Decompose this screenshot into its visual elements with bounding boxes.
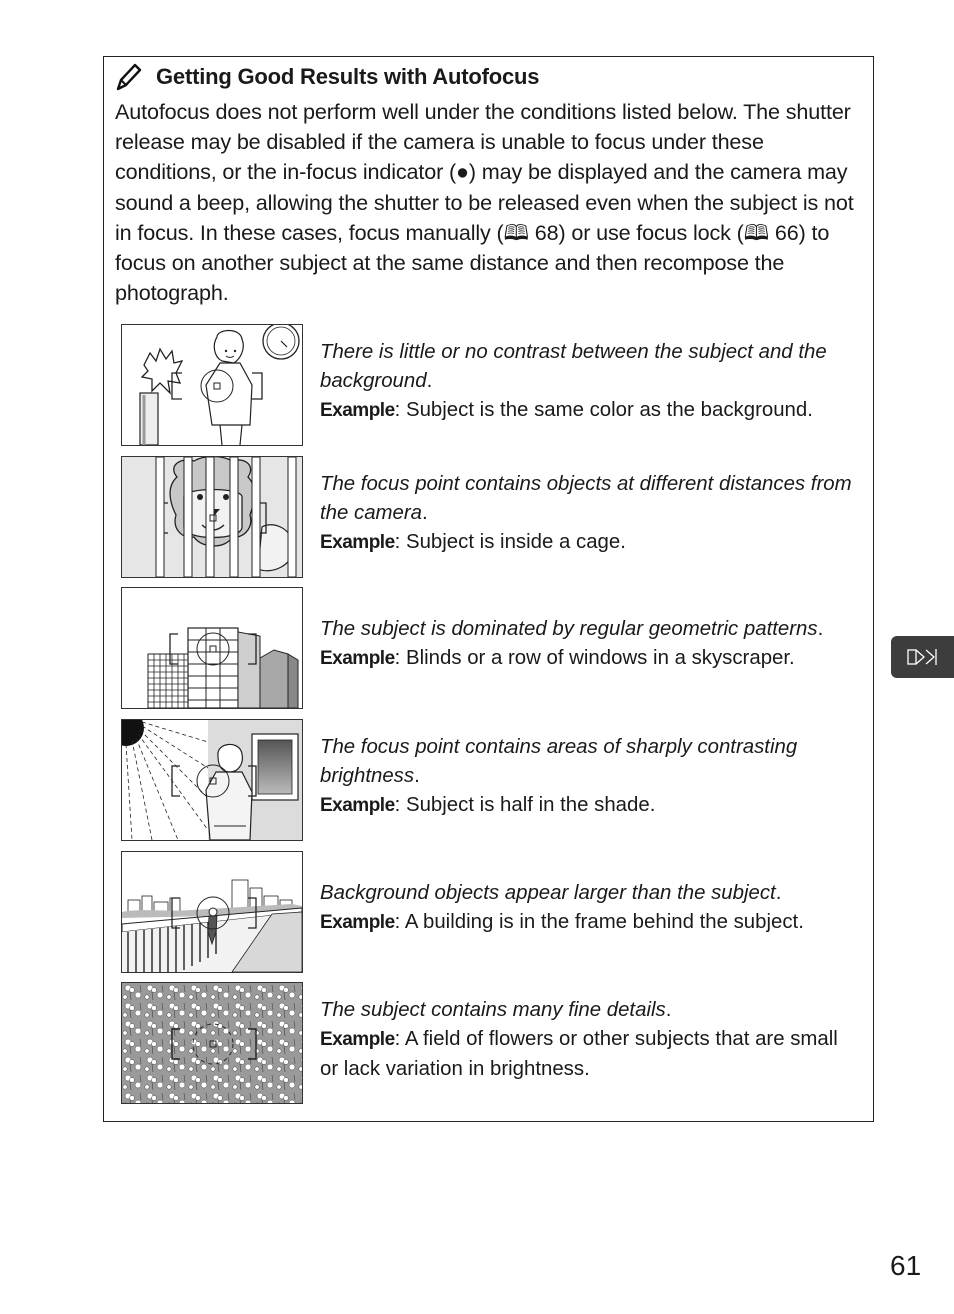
example-description: : A building is in the frame behind the subject. [394, 910, 804, 933]
example-description: : Subject is inside a cage. [394, 530, 626, 553]
example-label: Example [320, 399, 395, 421]
example-label: Example [320, 647, 395, 669]
condition-row-fine-details [121, 982, 861, 1106]
example-description: : Subject is the same color as the background. [394, 398, 813, 421]
half-shade-illustration [121, 719, 303, 841]
condition-text: The focus point contains areas of sharply contrasting brightness. Example: Subject is half in the shade. [320, 736, 798, 816]
condition-description: The focus point contains areas of sharply contrasting brightness [320, 736, 798, 787]
example-description: : Blinds or a row of windows in a skyscraper. [394, 646, 795, 669]
example-description: : Subject is half in the shade. [394, 793, 656, 816]
condition-row-low-contrast [121, 324, 861, 448]
condition-row-background [121, 851, 861, 975]
condition-description: The subject contains many fine details [320, 999, 666, 1021]
note-header [116, 63, 539, 91]
pencil-icon [116, 63, 142, 91]
note-box [103, 56, 874, 1122]
cage-illustration [121, 456, 303, 578]
example-label: Example [320, 531, 395, 553]
page-number: 61 [890, 1250, 922, 1281]
condition-text: Background objects appear larger than the subject. Example: A building is in the frame behind the subject. [320, 882, 804, 933]
skyscraper-illustration [121, 587, 303, 709]
condition-description: Background objects appear larger than the subject [320, 882, 776, 904]
note-title: Getting Good Results with Autofocus [156, 64, 540, 89]
example-label: Example [320, 1028, 395, 1050]
condition-text: There is little or no contrast between the subject and the background. Example: Subject is the same color as the background. [320, 341, 827, 421]
example-label: Example [320, 794, 395, 816]
intro-paragraph: Autofocus does not perform well under the conditions listed below. The shutter release may be disabled if the camera is unable to focus under these conditions, or the in-focus indicator (●) may be displayed and the camera may sound a beep, allowing the shutter to be released even when the subject is not in focus. In these cases, focus manually (🕮 68) or use focus lock (🕮 66) to focus on another subject at the same distance and then recompose the photograph. [115, 99, 854, 306]
condition-row-brightness [121, 719, 861, 843]
section-tab [891, 636, 954, 678]
condition-text: The subject is dominated by regular geometric patterns. Example: Blinds or a row of windows in a skyscraper. [320, 618, 824, 669]
example-label: Example [320, 911, 395, 933]
example-description: : A field of flowers or other subjects that are small or lack variation in brightness. [320, 1027, 838, 1080]
railing-illustration [121, 851, 303, 973]
condition-description: The subject is dominated by regular geometric patterns [320, 618, 818, 640]
flower-field-illustration [121, 982, 303, 1104]
condition-description: The focus point contains objects at different distances from the camera [320, 473, 852, 524]
condition-row-cage [121, 456, 861, 580]
condition-text: The subject contains many fine details. Example: A field of flowers or other subjects that are small or lack variation in brightness. [320, 999, 838, 1080]
shooting-icon [906, 646, 940, 668]
condition-description: There is little or no contrast between the subject and the background [320, 341, 827, 392]
condition-row-geometric [121, 587, 861, 711]
condition-text: The focus point contains objects at different distances from the camera. Example: Subject is inside a cage. [320, 473, 852, 553]
low-contrast-illustration [121, 324, 303, 446]
